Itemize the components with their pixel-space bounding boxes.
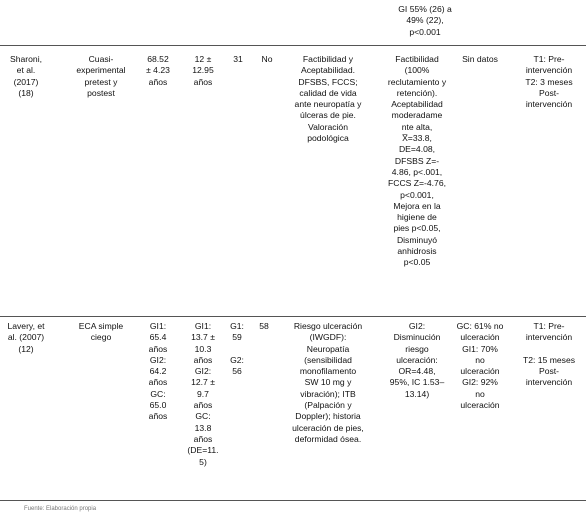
cell-line: podológica — [307, 133, 349, 144]
results-continuation — [380, 4, 470, 38]
cell-line: años — [148, 377, 168, 388]
cell-line: Mejora en la — [393, 200, 441, 211]
variables-cell — [282, 321, 374, 445]
row-divider-top — [0, 45, 586, 46]
cell-line: Sin datos — [462, 54, 498, 64]
cell-line: 58 — [259, 321, 269, 331]
cell-line: experimental — [76, 65, 126, 76]
cell-line: moderadame — [391, 110, 443, 121]
cell-line: 9.7 — [197, 388, 209, 399]
cell-line: Aceptabilidad. — [301, 65, 355, 76]
cell-line: GI2: — [408, 321, 426, 331]
cell-line: (18) — [18, 87, 34, 98]
cell-line: GI 55% (26) a — [398, 4, 452, 14]
cell-line: 10.3 — [194, 343, 212, 354]
table-source-note: Fuente: Elaboración propia — [24, 506, 97, 512]
cell-line: Post- — [538, 366, 560, 377]
cell-line: úlceras de pie. — [300, 110, 356, 121]
cell-line: (sensibilidad — [304, 354, 352, 365]
cell-line: vibración); ITB — [300, 388, 356, 399]
cell-line: retención). — [396, 87, 438, 98]
cell-line: G2: — [230, 354, 244, 365]
cell-line: 13.7 ± — [191, 332, 215, 343]
cell-line: Disminución — [393, 332, 441, 343]
cell-line: 64.2 — [149, 366, 167, 377]
cell-line: ciego — [90, 332, 112, 343]
age-cell — [140, 321, 176, 423]
cell-line: 31 — [233, 54, 243, 64]
cell-line: Cuasi- — [88, 54, 114, 64]
cell-line: ulceración — [460, 332, 500, 343]
cell-line: postest — [87, 87, 115, 98]
cell-line — [226, 344, 248, 355]
cell-line: Factibilidad — [395, 54, 439, 64]
cell-line: intervención — [525, 65, 573, 76]
cell-line: ulceración: — [396, 354, 438, 365]
design-cell — [66, 321, 136, 344]
design-cell — [66, 54, 136, 99]
ulcers-cell — [452, 54, 508, 65]
cell-line: ulceración — [460, 366, 500, 377]
variables-cell — [282, 54, 374, 144]
cell-line: Lavery, et — [7, 321, 45, 331]
cell-line: (DE=11. — [187, 445, 219, 456]
cell-line: T2: 15 meses — [522, 354, 576, 365]
cell-line: años — [193, 400, 213, 411]
cell-line: p<0.001, — [400, 189, 434, 200]
cell-line: T1: Pre- — [533, 54, 565, 64]
cell-line: DE=4.08, — [398, 144, 436, 155]
cell-line: 13.14) — [404, 388, 430, 399]
cell-line: (100% — [404, 65, 430, 76]
cell-line: Riesgo ulceración — [293, 321, 363, 331]
results-cell — [380, 54, 454, 269]
cell-line: GI1: — [194, 321, 212, 331]
cell-line: G1: — [230, 321, 244, 331]
cell-line: GC: — [150, 388, 166, 399]
cell-line: años — [193, 76, 213, 87]
cell-line: anhidrosis — [397, 246, 437, 257]
cell-line: GI2: — [194, 366, 212, 377]
study-cell — [4, 321, 48, 355]
cell-line: higiene de — [397, 212, 437, 223]
cell-line: GC: 61% no — [456, 321, 504, 331]
cell-line: Doppler); historia — [295, 411, 361, 422]
cell-line: (Palpación y — [304, 400, 352, 411]
cell-line: años — [193, 433, 213, 444]
cell-line: deformidad ósea. — [294, 433, 362, 444]
cell-line: X̅=33.8, — [402, 133, 432, 144]
cell-line: 12.7 ± — [191, 377, 215, 388]
cell-line: p<0.05 — [403, 257, 431, 268]
cell-line: 95%, IC 1.53– — [389, 377, 445, 388]
cell-line: Factibilidad y — [302, 54, 354, 64]
cell-line: Valoración — [308, 121, 348, 132]
cell-line: p<0.001 — [409, 26, 441, 37]
cell-line: monofilamento — [299, 366, 357, 377]
diabetes-years-cell — [184, 321, 222, 468]
cell-line: T2: 3 meses — [525, 76, 573, 87]
cell-line: 68.52 — [147, 54, 169, 64]
cell-line: intervención — [525, 99, 573, 110]
cell-line: no — [475, 354, 485, 365]
cell-line: Sharoni, — [9, 54, 42, 64]
cell-line: 65.0 — [149, 400, 167, 411]
cell-line: Disminuyó — [396, 234, 438, 245]
cell-line: años — [148, 411, 168, 422]
cell-line: al. (2007) — [7, 332, 45, 343]
cell-line: Post- — [538, 87, 560, 98]
cell-line: No — [261, 54, 273, 64]
cell-line: GI2: — [149, 354, 167, 365]
sample-size-cell — [228, 54, 248, 65]
cell-line: (12) — [18, 343, 34, 354]
row-divider-middle — [0, 316, 586, 317]
age-cell — [140, 54, 176, 88]
cell-line: pretest y — [84, 76, 118, 87]
diabetes-years-cell — [184, 54, 222, 88]
cell-line: GI1: 70% — [462, 343, 498, 354]
results-cell — [380, 321, 454, 400]
cell-line: (2017) — [13, 76, 39, 87]
cell-line — [514, 344, 584, 355]
cell-line: intervención — [525, 332, 573, 343]
cell-line: ante neuropatía y — [294, 99, 362, 110]
cell-line: 65.4 — [149, 332, 167, 343]
cell-line: riesgo — [405, 343, 429, 354]
cell-line: no — [475, 388, 485, 399]
followup-cell — [514, 54, 584, 110]
cell-line: ECA simple — [78, 321, 124, 331]
cell-line: OR=4.48, — [398, 366, 436, 377]
cell-line: años — [193, 354, 213, 365]
ulcers-cell — [452, 321, 508, 411]
followup-cell — [514, 321, 584, 389]
cell-line: 59 — [232, 332, 242, 343]
groups-cell — [256, 54, 278, 65]
cell-line: 12 ± — [194, 54, 212, 64]
cell-line: años — [148, 343, 168, 354]
cell-line: DFSBS, FCCS; — [298, 76, 358, 87]
cell-line: años — [148, 76, 168, 87]
cell-line: Neuropatía — [306, 343, 350, 354]
cell-line: pies p<0.05, — [393, 223, 441, 234]
cell-line: reclutamiento y — [387, 76, 447, 87]
cell-line: nte alta, — [401, 121, 433, 132]
cell-line: DFSBS Z=- — [394, 155, 440, 166]
cell-line: 13.8 — [194, 422, 212, 433]
cell-line: calidad de vida — [299, 87, 357, 98]
groups-count-cell — [226, 321, 248, 377]
cell-line: (IWGDF): — [309, 332, 347, 343]
cell-line: 12.95 — [192, 65, 214, 76]
cell-line: 56 — [232, 366, 242, 377]
cell-line: 5) — [199, 456, 207, 467]
study-cell — [4, 54, 48, 99]
table-bottom-border — [0, 500, 586, 501]
cell-line: et al. — [16, 65, 36, 76]
cell-line: T1: Pre- — [533, 321, 565, 331]
cell-line: ulceración — [460, 400, 500, 411]
cell-line: GC: — [195, 411, 211, 422]
sample-size-cell — [254, 321, 274, 332]
cell-line: 4.86, p<.001, — [391, 166, 443, 177]
cell-line: GI1: — [149, 321, 167, 331]
cell-line: GI2: 92% — [462, 377, 498, 388]
cell-line: intervención — [525, 377, 573, 388]
cell-line: 49% (22), — [406, 15, 444, 26]
cell-line: ± 4.23 — [146, 65, 170, 76]
cell-line: SW 10 mg y — [304, 377, 352, 388]
cell-line: ulceración de pies, — [292, 422, 364, 433]
cell-line: Aceptabilidad — [391, 99, 443, 110]
cell-line: FCCS Z=-4.76, — [387, 178, 447, 189]
